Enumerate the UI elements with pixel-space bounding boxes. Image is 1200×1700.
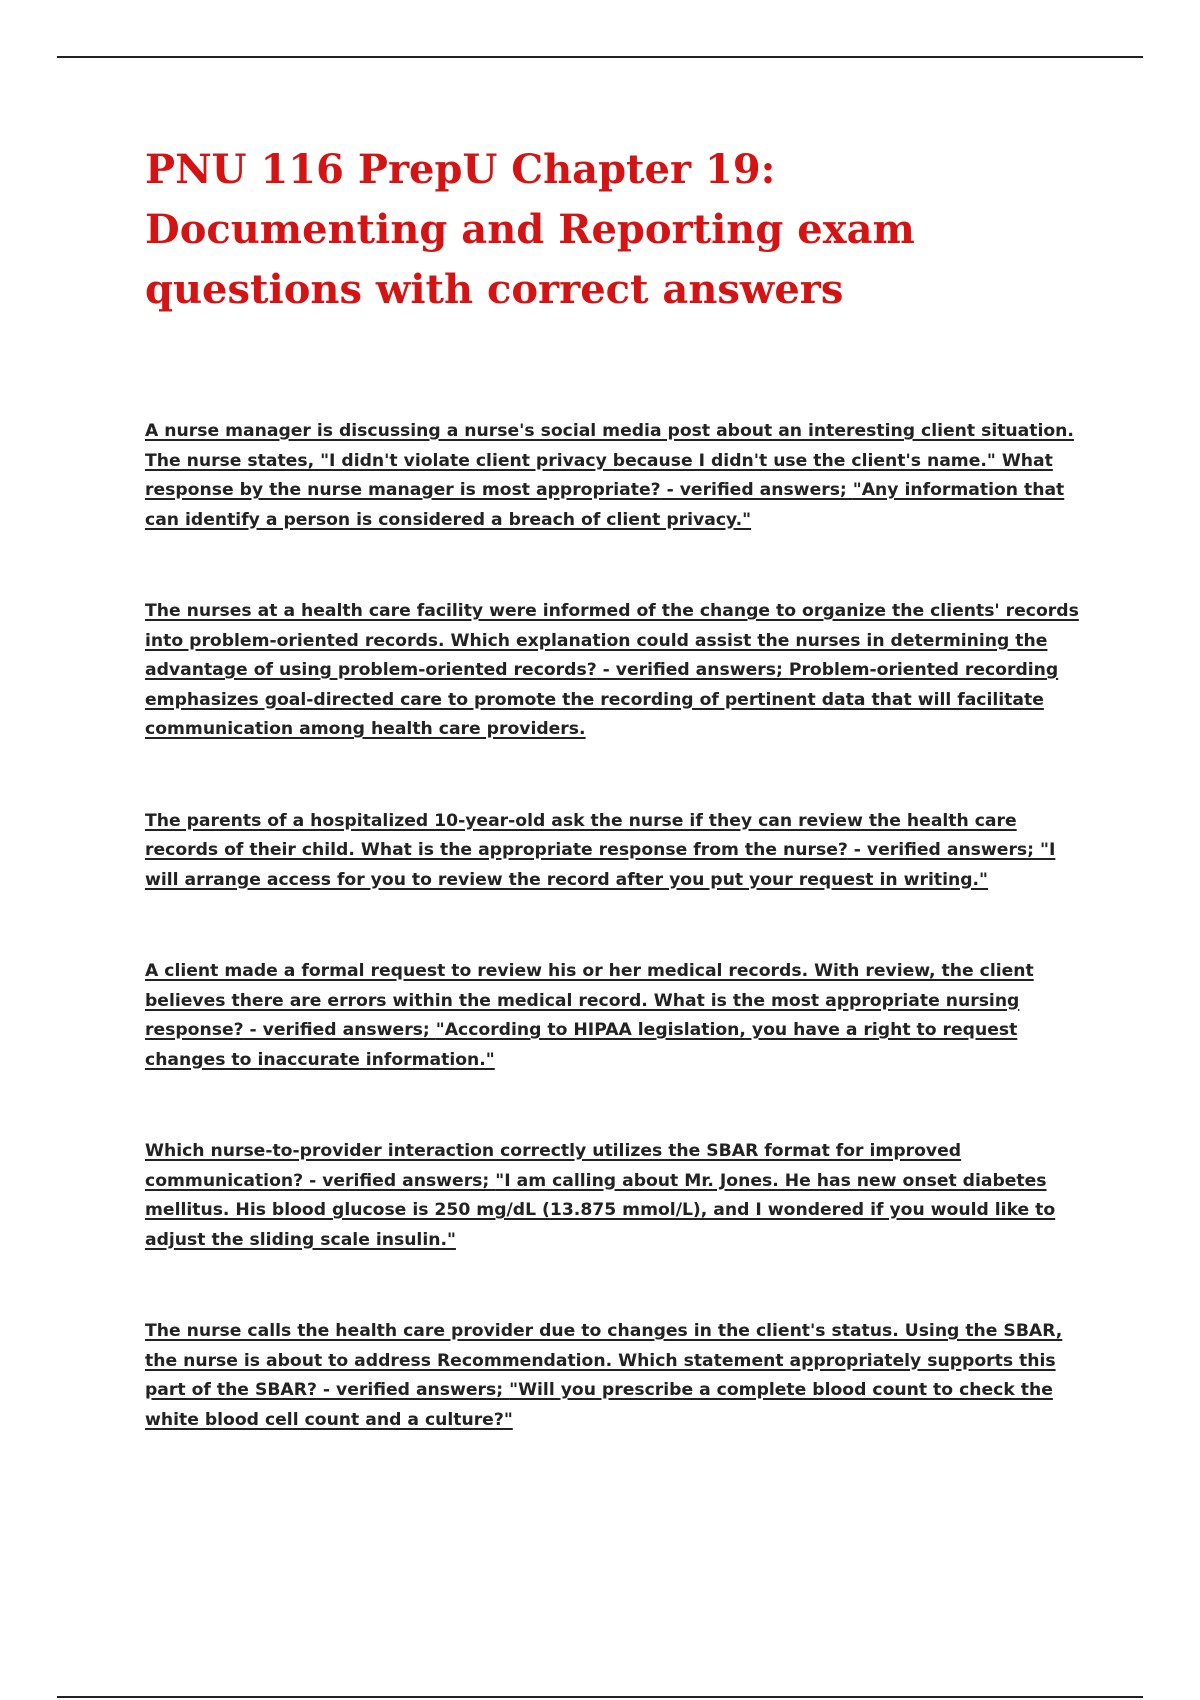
question-text: The parents of a hospitalized 10-year-old ask the nurse if they can review the health care records of their child. What is the appropriate response from the nurse? [145,810,1017,860]
qa-item [145,807,1090,896]
answer-separator: - verified answers; [847,840,1041,860]
qa-item [145,1317,1090,1435]
qa-item [145,1137,1090,1255]
answer-separator: - verified answers; [243,1020,436,1040]
question-text: A nurse manager is discussing a nurse's social media post about an interesting client situation. The nurse states, "I didn't violate client privacy because I didn't use the client's name." What response by the nurse manager is most appropriate? [145,421,1074,500]
qa-item [145,597,1090,745]
question-text: A client made a formal request to review his or her medical records. With review, the client believes there are errors within the medical record. What is the most appropriate nursing response? [145,961,1034,1040]
answer-text: Problem-oriented recording emphasizes goal-directed care to promote the recording of pertinent data that will facilitate communication among health care providers. [145,660,1059,739]
answer-text: "I will arrange access for you to review the record after you put your request in writing." [145,840,1056,890]
answer-text: "Will you prescribe a complete blood count to check the white blood cell count and a culture?" [145,1380,1053,1430]
answer-separator: - verified answers; [596,660,789,680]
qa-item [145,957,1090,1075]
bottom-divider [57,1696,1143,1698]
answer-text: "Any information that can identify a person is considered a breach of client privacy." [145,480,1065,530]
document-title: PNU 116 PrepU Chapter 19: Documenting and Reporting exam questions with correct answers [145,146,915,313]
answer-text: "According to HIPAA legislation, you have a right to request changes to inaccurate information." [145,1020,1018,1070]
answer-text: "I am calling about Mr. Jones. He has new onset diabetes mellitus. His blood glucose is 250 mg/dL (13.875 mmol/L), and I wondered if you would like to adjust the sliding scale insulin." [145,1170,1056,1250]
question-text: Which nurse-to-provider interaction correctly utilizes the SBAR format for improved communication? [145,1141,962,1191]
question-text: The nurses at a health care facility were informed of the change to organize the clients' records into problem-oriented records. Which explanation could assist the nurses in determining the advantage of using problem-oriented records? [145,601,1079,680]
answer-separator: - verified answers; [303,1170,496,1191]
top-divider [57,56,1143,58]
answer-separator: - verified answers; [316,1380,510,1400]
question-text: The nurse calls the health care provider due to changes in the client's status. Using the SBAR, the nurse is about to address Recommendation. Which statement appropriately supports this part of the SBAR? [145,1321,1063,1400]
answer-separator: - verified answers; [660,480,853,500]
qa-item [145,417,1090,535]
qa-list [145,417,1090,1497]
